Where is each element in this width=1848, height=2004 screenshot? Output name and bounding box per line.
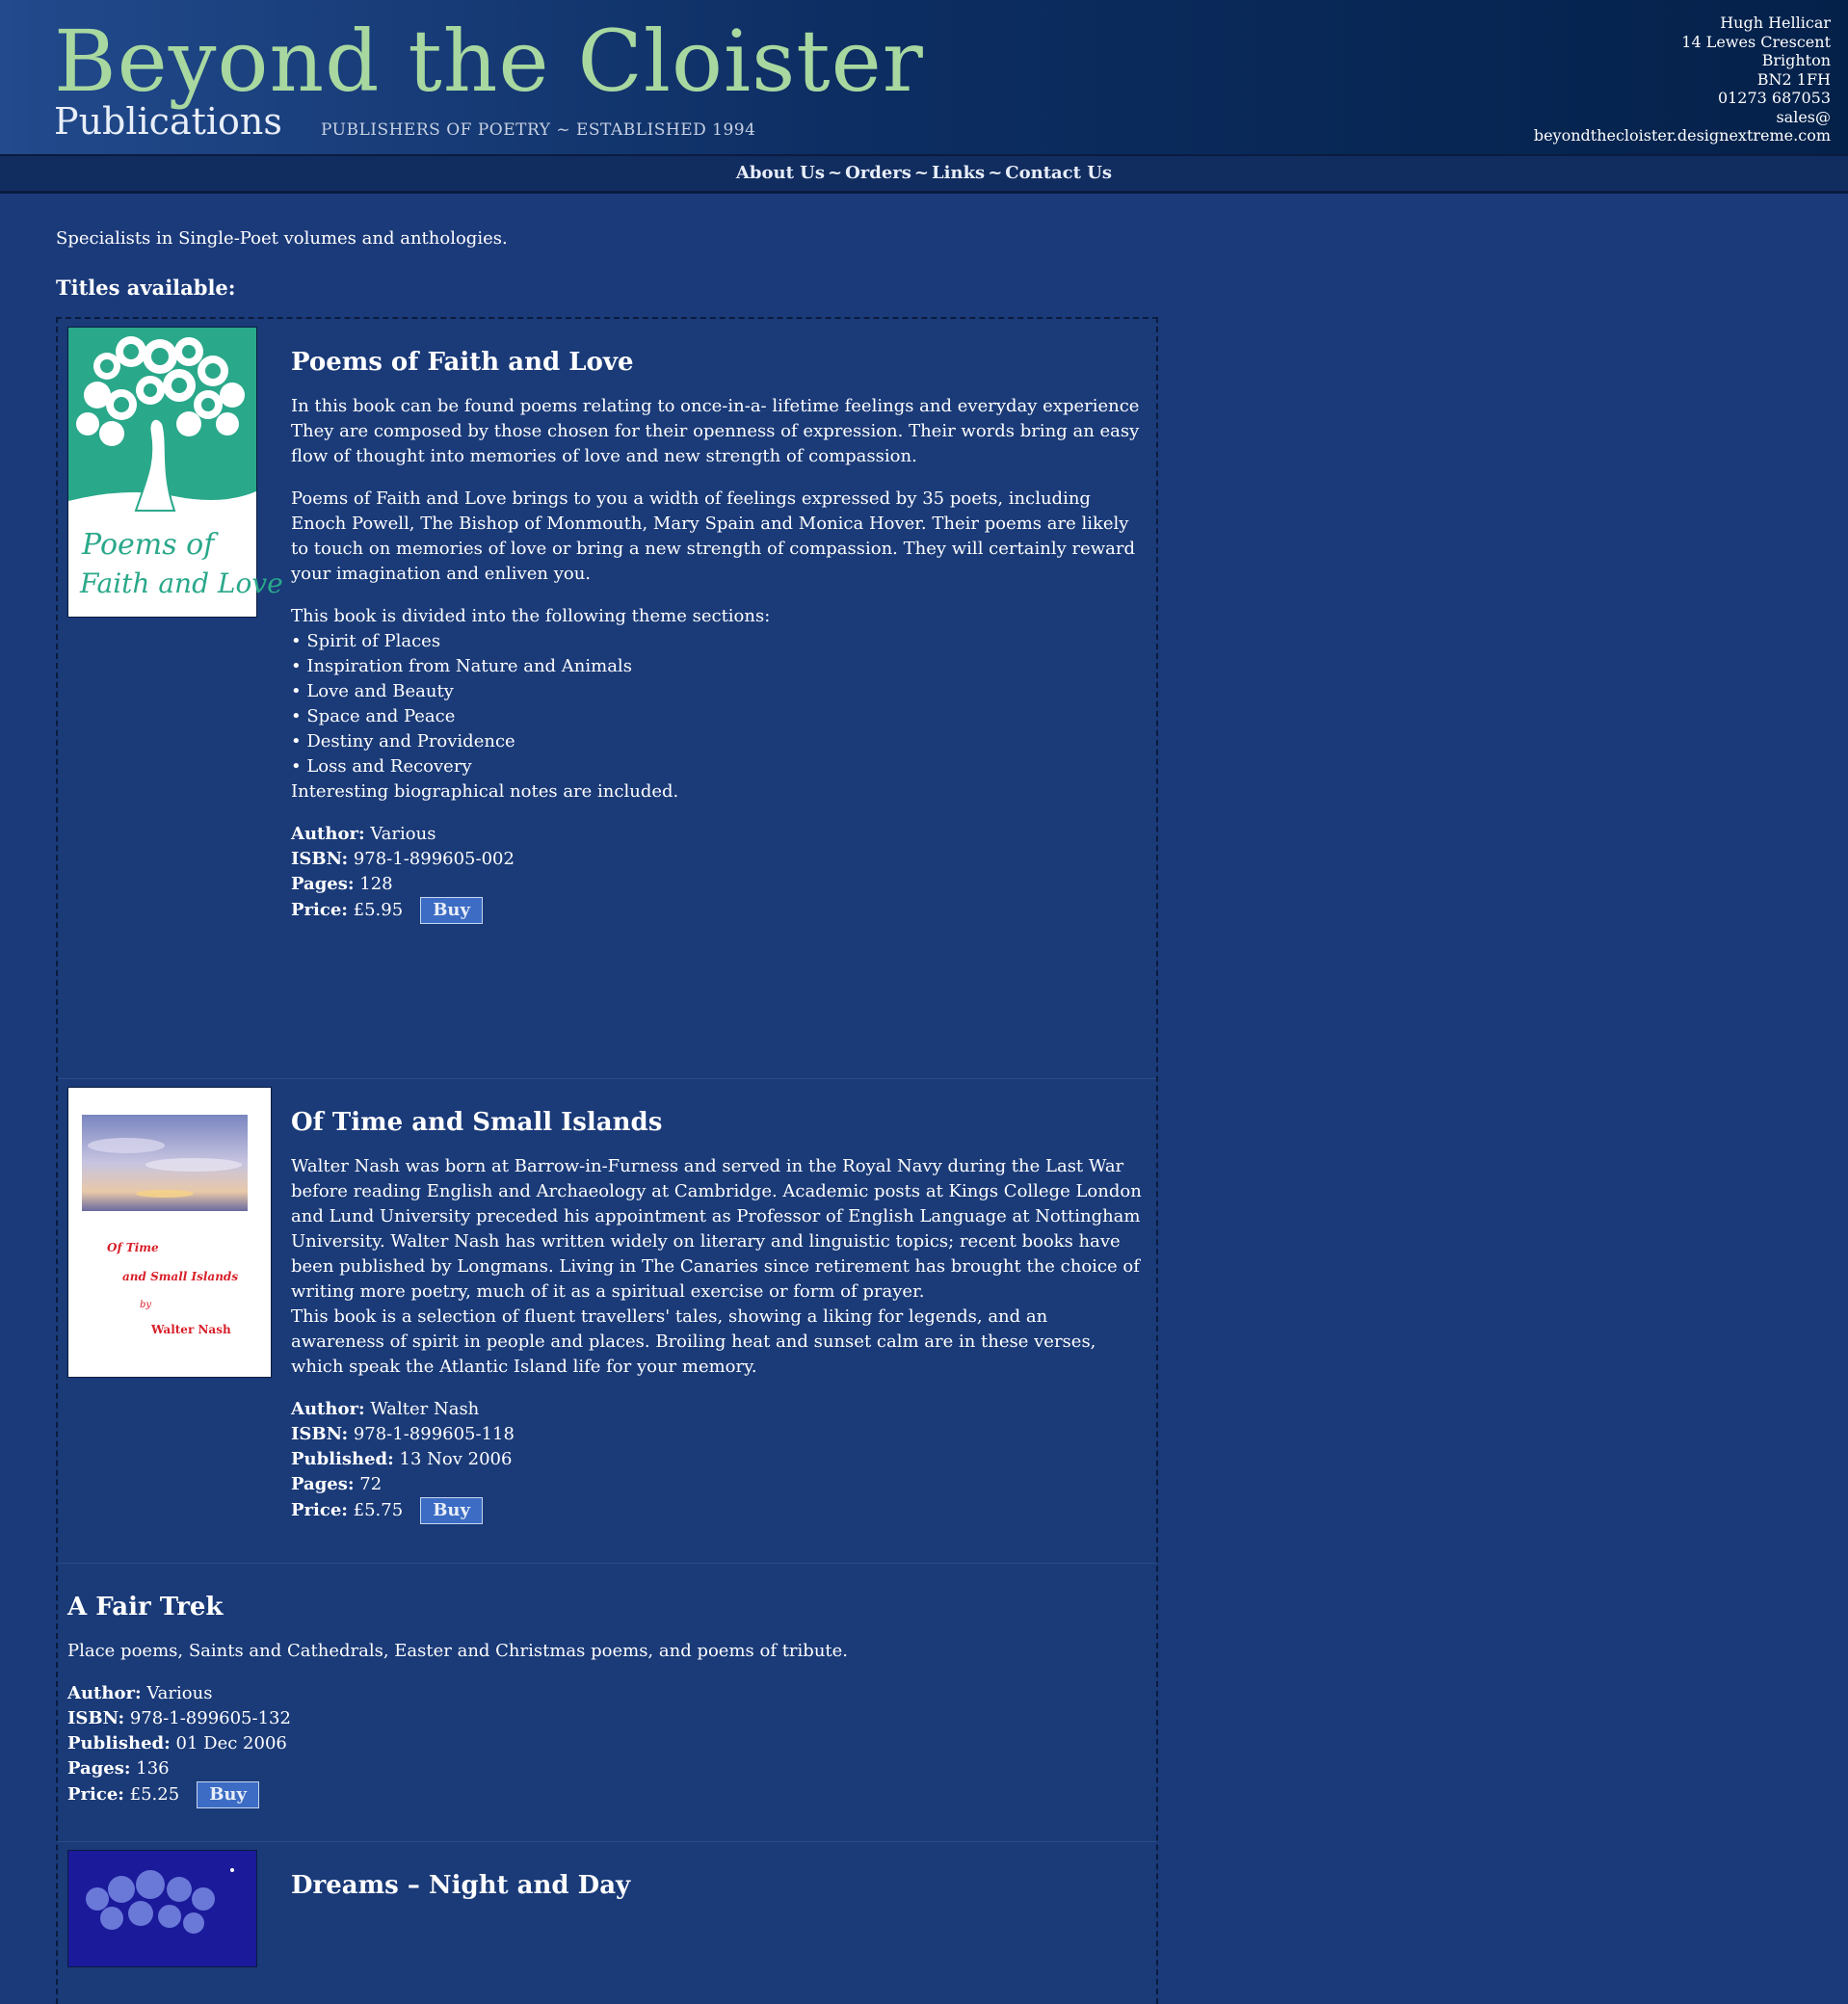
cover-by: by xyxy=(140,1300,152,1310)
book-description-paragraph: This book is a selection of fluent travellers' tales, showing a liking for legends, and an awareness of spirit in people and places. Broiling heat and sunset calm are in these verses, which speak the Atlantic Island life for your memory. xyxy=(291,1306,1096,1377)
dream-tree-illustration xyxy=(68,1851,256,1966)
book-item xyxy=(58,1079,1156,1564)
isbn-value: 978-1-899605-118 xyxy=(353,1424,515,1444)
book-sections xyxy=(291,604,1145,804)
book-list xyxy=(56,317,1158,2004)
book-meta xyxy=(291,822,1145,924)
book-details xyxy=(67,1593,1145,1808)
section-item: • Inspiration from Nature and Animals xyxy=(291,656,632,676)
author-label: Author: xyxy=(67,1683,142,1703)
section-item: • Love and Beauty xyxy=(291,681,454,701)
isbn-label: ISBN: xyxy=(291,849,349,869)
cover-title-line-1: Poems of xyxy=(82,528,215,562)
price-label: Price: xyxy=(291,1500,348,1520)
pages-value: 128 xyxy=(359,874,393,894)
book-details xyxy=(291,1108,1145,1524)
book-title[interactable]: Of Time and Small Islands xyxy=(291,1108,663,1137)
pages-value: 136 xyxy=(136,1758,170,1779)
published-value: 01 Dec 2006 xyxy=(175,1733,287,1754)
published-value: 13 Nov 2006 xyxy=(399,1449,513,1469)
buy-button[interactable]: Buy xyxy=(420,1497,483,1524)
book-details xyxy=(291,1871,1145,1900)
main-nav xyxy=(0,156,1848,194)
author-label: Author: xyxy=(291,824,365,844)
price-value: £5.95 xyxy=(353,900,404,920)
book-title[interactable]: Poems of Faith and Love xyxy=(291,348,634,377)
address-name: Hugh Hellicar xyxy=(1720,13,1831,32)
pages-label: Pages: xyxy=(291,874,355,894)
address-postcode: BN2 1FH xyxy=(1756,69,1831,89)
book-details xyxy=(291,348,1145,924)
isbn-label: ISBN: xyxy=(291,1424,349,1444)
nav-separator: ~ xyxy=(988,163,1003,183)
logo-title[interactable]: Beyond the Cloister xyxy=(54,12,924,111)
book-title[interactable]: Dreams – Night and Day xyxy=(291,1871,631,1900)
nav-separator: ~ xyxy=(827,163,843,183)
nav-separator: ~ xyxy=(913,163,929,183)
tree-illustration xyxy=(68,328,283,617)
cover-title-line-2: and Small Islands xyxy=(122,1270,239,1283)
nav-links[interactable]: Links xyxy=(932,163,986,183)
sections-outro: Interesting biographical notes are included. xyxy=(291,781,679,802)
logo-subtitle: Publications xyxy=(54,100,282,143)
section-item: • Destiny and Providence xyxy=(291,731,515,752)
book-meta xyxy=(67,1681,1145,1808)
book-description: In this book can be found poems relating to once-in-a- lifetime feelings and everyday experience They are composed by those chosen for their openness of expression. Their words bring an easy flow of thought into memories of love and new strength of compassion. xyxy=(291,396,1140,466)
contact-address xyxy=(1534,13,1831,145)
pages-label: Pages: xyxy=(291,1474,355,1494)
isbn-value: 978-1-899605-132 xyxy=(129,1708,291,1728)
book-item xyxy=(58,1842,1156,2004)
address-phone: 01273 687053 xyxy=(1717,89,1831,107)
isbn-value: 978-1-899605-002 xyxy=(353,849,515,869)
published-label: Published: xyxy=(67,1733,171,1754)
book-description-paragraph: Walter Nash was born at Barrow-in-Furness and served in the Royal Navy during the Last War before reading English and Archaeology at Cambridge. Academic posts at Kings College London and Lund University preceded his appointment as Professor of English Language at Nottingham University. Walter Nash has written widely on literary and linguistic topics; recent books have been published by Longmans. Living in The Canaries since retirement has brought the choice of writing more poetry, much of it as a spiritual exercise or form of prayer. xyxy=(291,1156,1142,1302)
cover-author: Walter Nash xyxy=(151,1323,231,1336)
main-content xyxy=(0,228,1848,2004)
book-cover-image[interactable] xyxy=(67,1850,257,1967)
author-value: Various xyxy=(146,1683,213,1703)
nav-contact-us[interactable]: Contact Us xyxy=(1005,163,1113,183)
book-item xyxy=(58,319,1156,1079)
section-item: • Space and Peace xyxy=(291,706,456,726)
book-meta xyxy=(291,1397,1145,1524)
pages-label: Pages: xyxy=(67,1758,131,1779)
book-cover-image[interactable] xyxy=(67,1087,272,1378)
book-description xyxy=(291,1154,1145,1380)
cover-title-line-2: Faith and Love xyxy=(80,567,283,599)
book-cover-image[interactable] xyxy=(67,327,283,618)
titles-heading: Titles available: xyxy=(56,276,236,300)
book-title[interactable]: A Fair Trek xyxy=(67,1593,224,1622)
book-description: Place poems, Saints and Cathedrals, Easter and Christmas poems, and poems of tribute. xyxy=(67,1641,849,1661)
address-town: Brighton xyxy=(1761,51,1831,69)
book-description: Poems of Faith and Love brings to you a width of feelings expressed by 35 poets, including Enoch Powell, The Bishop of Monmouth, Mary Spain and Monica Hover. Their poems are likely to touch on memories of love or bring a new strength of compassion. They will certainly reward your imagination and enliven you. xyxy=(291,488,1135,584)
section-item: • Spirit of Places xyxy=(291,631,441,651)
address-email-domain[interactable]: beyondthecloister.designextreme.com xyxy=(1533,126,1831,145)
author-value: Walter Nash xyxy=(370,1399,480,1419)
author-value: Various xyxy=(370,824,436,844)
isbn-label: ISBN: xyxy=(67,1708,125,1728)
price-value: £5.25 xyxy=(129,1784,180,1805)
sunset-illustration xyxy=(68,1088,271,1377)
intro-text: Specialists in Single-Poet volumes and anthologies. xyxy=(56,228,508,249)
logo-tagline: PUBLISHERS OF POETRY ~ ESTABLISHED 1994 xyxy=(321,120,756,140)
price-value: £5.75 xyxy=(353,1500,404,1520)
address-street: 14 Lewes Crescent xyxy=(1681,32,1831,51)
buy-button[interactable]: Buy xyxy=(197,1781,259,1808)
price-label: Price: xyxy=(291,900,348,920)
author-label: Author: xyxy=(291,1399,365,1419)
nav-orders[interactable]: Orders xyxy=(845,163,911,183)
site-header xyxy=(0,0,1848,156)
section-item: • Loss and Recovery xyxy=(291,756,472,777)
published-label: Published: xyxy=(291,1449,394,1469)
price-label: Price: xyxy=(67,1784,124,1805)
sections-intro: This book is divided into the following theme sections: xyxy=(291,606,771,626)
pages-value: 72 xyxy=(359,1474,383,1494)
cover-title-line-1: Of Time xyxy=(107,1241,159,1254)
book-item xyxy=(58,1564,1156,1842)
address-email-user[interactable]: sales@ xyxy=(1776,107,1831,126)
buy-button[interactable]: Buy xyxy=(420,897,483,924)
nav-about-us[interactable]: About Us xyxy=(735,163,825,183)
